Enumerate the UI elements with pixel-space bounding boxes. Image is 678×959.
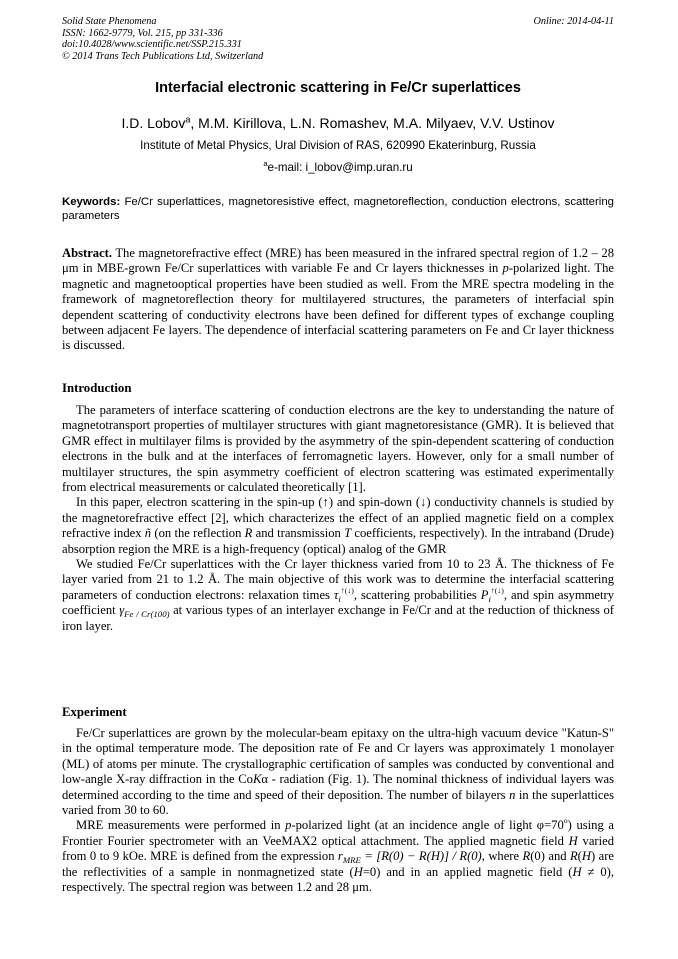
reflectivity-symbol-0: R [522,849,531,864]
degree-superscript: o [563,816,568,826]
experiment-paragraph-2 [62,818,614,895]
gamma-subscript: Fe / Cr(100) [124,609,170,620]
reflection-symbol: R [244,526,253,541]
k-symbol: K [252,772,262,787]
keywords-text: Fe/Cr superlattices, magnetoresistive effect, magnetoreflection, conduction electrons, scattering parameters [62,196,615,222]
tau-symbol: τ [333,587,339,602]
journal-header [62,16,618,62]
probability-subscript: i [488,593,491,604]
field-symbol-2: H [581,849,591,864]
abstract-label: Abstract. [62,246,113,260]
exp-p1-text-b: α - radiation (Fig. 1). The nominal thickness of individual layers was determined according to the time and speed of their deposition. The number of bilayers [62,772,614,802]
abstract [62,246,614,354]
exp-p2-text-h: ) are the reflectivities of a sample in nonmagnetized state ( [62,849,614,879]
exp-p2-text-e: , where [481,849,523,864]
exp-p2-text-c: ) using a Frontier Fourier spectrometer with an VeeMAX2 optical attachment. The applied magnetic field [62,818,614,848]
refractive-index-symbol: ñ [144,526,152,541]
abstract-text-1: The magnetorefractive effect (MRE) has been measured in the infrared spectral region of 1.2 – 28 μm in MBE-grown Fe/Cr superlattices with variable Fe and Cr layers thicknesses in [62,246,614,276]
intro-p3-text-c: , and spin asymmetry coefficient [62,587,614,618]
exp-p2-text-i: =0) and in an applied magnetic field ( [362,864,573,879]
intro-p3-text-d: at various types of an interlayer exchange in Fe/Cr and at the reduction of thickness of iron layer. [62,603,615,633]
probability-symbol: P [480,587,489,602]
email-superscript: a [263,159,268,169]
keywords-label: Keywords: [62,196,121,208]
experiment-body [62,726,614,895]
author-superscript: a [185,114,191,125]
intro-paragraph-3 [62,557,614,634]
exp-p2-text-g: ( [577,849,582,864]
paper-title: Interfacial electronic scattering in Fe/Cr superlattices [155,80,521,96]
author-list [62,115,614,131]
keywords [62,195,614,223]
copyright-line: © 2014 Trans Tech Publications Ltd, Switzerland [62,50,264,62]
intro-p3-text-b: , scattering probabilities [353,587,481,602]
probability-superscript: ↑(↓) [490,585,504,595]
exp-p1-text-a: Fe/Cr superlattices are grown by the molecular-beam epitaxy on the ultra-high vacuum device "Katun-S" in the optimal temperature mode. The deposition rate of Fe and Cr layers was approximately 1 monolayer (ML) of atoms per minute. The crystallographic certification of samples was conducted by conventional and low-angle X-ray diffraction in the Co [62,726,614,787]
intro-p2-text-c: and transmission [252,526,345,541]
journal-name: Solid State Phenomena [62,16,157,27]
mre-symbol: r [337,849,343,864]
tau-subscript: i [338,593,341,604]
first-author: I.D. Lobov [121,115,186,131]
gamma-symbol: γ [119,603,125,618]
abstract-text-2: -polarized light. The magnetic and magnetooptical properties have been studied as well. From the MRE spectra modeling in the framework of magnetoreflection theory for multilayered structures, the parameters of interfacial spin dependent scattering of conductivity electrons have been defined for different types of exchange coupling between adjacent Fe layers. The dependence of interfacial scattering parameters on Fe and Cr layer thickness is discussed. [62,261,614,353]
exp-p2-text-a: MRE measurements were performed in [76,818,286,833]
other-authors: , M.M. Kirillova, L.N. Romashev, M.A. Milyaev, V.V. Ustinov [190,115,555,131]
intro-p2-text-a: In this paper, electron scattering in the spin-up (↑) and spin-down (↓) conductivity channels is studied by the magnetorefractive effect [2], which characterizes the effect of an applied magnetic field on a complex refractive index [62,495,614,541]
intro-p2-text-d: coefficients, respectively). In the intraband (Drude) absorption region the MRE is a high-frequency (optical) analog of the GMR [62,526,614,556]
contact-email [62,161,614,174]
email-text: e-mail: i_lobov@imp.uran.ru [267,161,413,174]
exp-p2-text-f: (0) and [530,849,570,864]
intro-p2-text-b: (on the reflection [151,526,245,541]
mre-formula: = [R(0) − R(H)] / R(0) [360,849,482,864]
exp-p2-text-d: varied from 0 to 9 kOe. MRE is defined from the expression [62,833,614,864]
issn-line: ISSN: 1662-9779, Vol. 215, pp 331-336 [62,27,223,39]
transmission-symbol: T [344,526,352,541]
exp-p1-text-c: in the superlattices varied from 30 to 60. [62,787,614,818]
bilayer-count-symbol: n [509,787,516,802]
exp-p2-text-b: -polarized light (at an incidence angle of light φ=70 [291,818,564,833]
field-symbol-3: H [353,864,363,879]
introduction-body [62,403,614,634]
online-date: Online: 2014-04-11 [533,16,614,27]
mre-subscript: MRE [342,855,361,866]
experiment-heading: Experiment [62,705,127,719]
abstract-italic-p: p [502,261,509,276]
affiliation: Institute of Metal Physics, Ural Division of RAS, 620990 Ekaterinburg, Russia [140,139,536,152]
tau-superscript: ↑(↓) [340,585,354,595]
exp-p2-text-j: ≠ 0), respectively. The spectral region was between 1.2 and 28 μm. [62,864,615,895]
reflectivity-symbol-h: R [569,849,578,864]
intro-paragraph-2 [62,495,614,557]
polarization-symbol: p [285,818,292,833]
field-symbol: H [568,833,578,848]
intro-paragraph-1: The parameters of interface scattering of conduction electrons are the key to understanding the nature of magnetotransport properties of multilayer structures with giant magnetoresistance (GMR). It is believed that GMR effect in multilayer films is provided by the asymmetry of the spin-dependent scattering of conduction electrons in the bulk and at the interfaces of ferromagnetic layers. However, only for a small number of multilayer structures, the spin asymmetry coefficient of electron scattering was estimated experimentally from electrical measurements or calculated theoretically [1]. [62,403,614,495]
experiment-paragraph-1 [62,726,614,818]
intro-p3-text-a: We studied Fe/Cr superlattices with the Cr layer thickness varied from 10 to 23 Å. The thickness of Fe layer varied from 21 to 1.2 Å. The main objective of this work was to determine the interfacial scattering parameters of conduction electrons: relaxation times [62,557,614,602]
introduction-heading: Introduction [62,381,132,395]
field-symbol-4: H [572,864,582,879]
doi-line: doi:10.4028/www.scientific.net/SSP.215.331 [62,39,242,51]
